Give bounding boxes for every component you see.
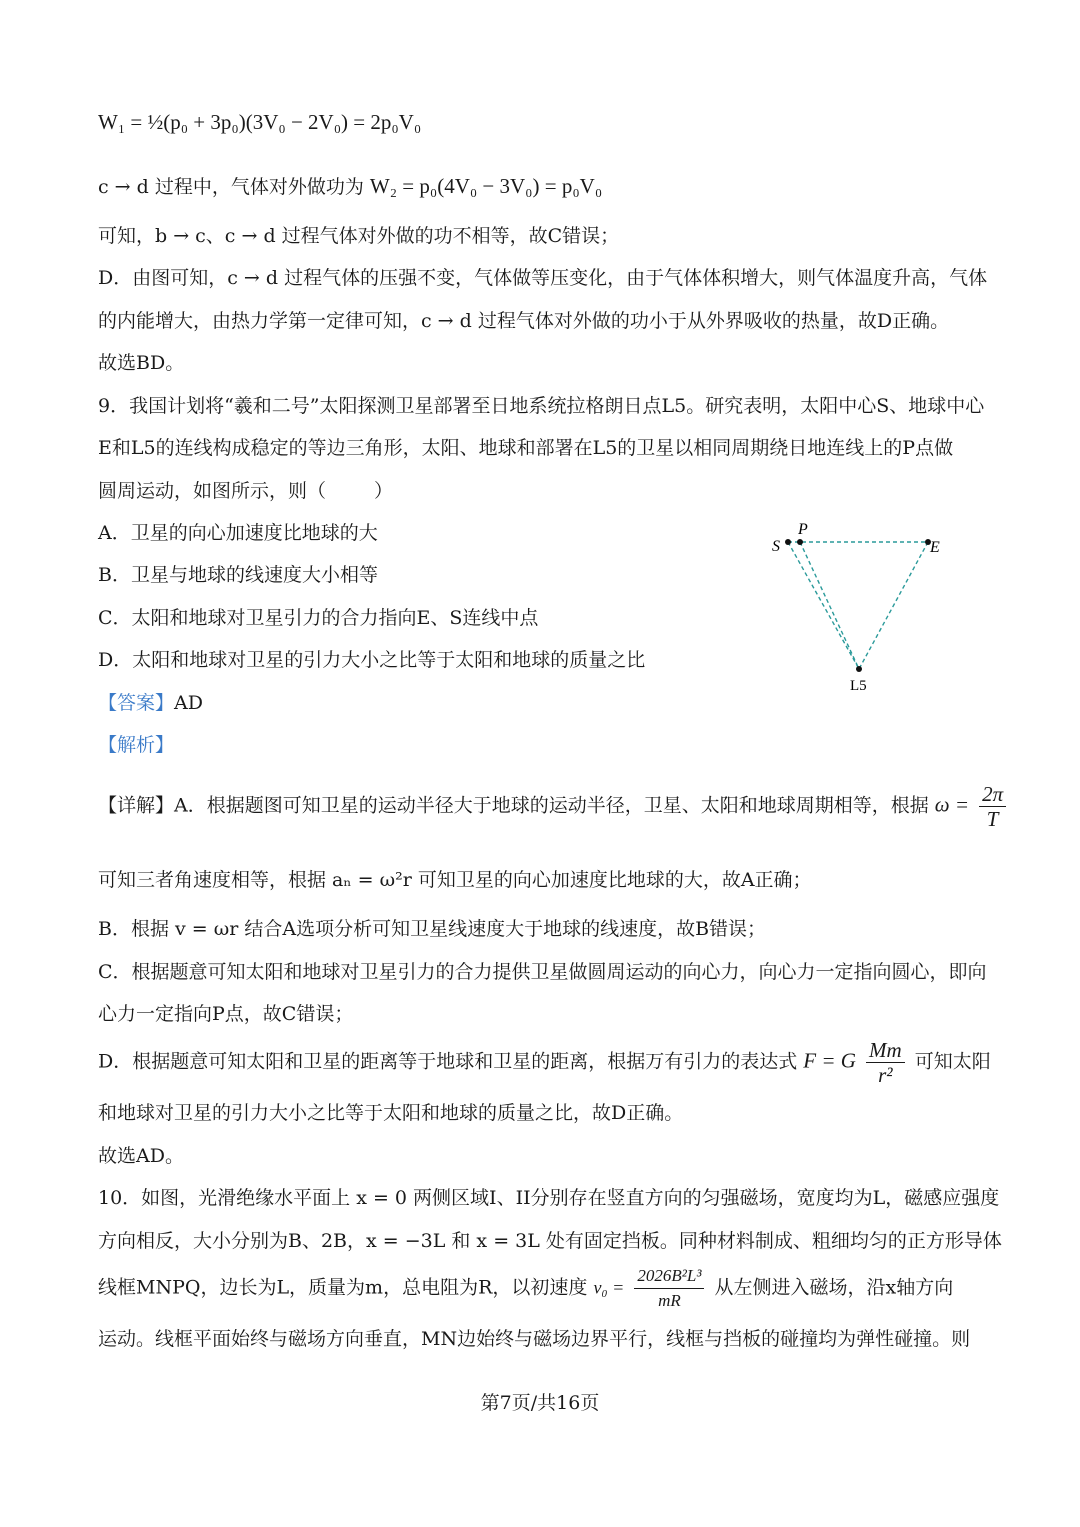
l5-point <box>856 666 862 672</box>
omega-denominator: T <box>986 807 999 831</box>
detail-d-line2: 和地球对卫星的引力大小之比等于太阳和地球的质量之比，故D正确。 <box>98 1102 684 1124</box>
gravity-lhs: F = G <box>803 1048 856 1073</box>
detail-tag: 【详解】 <box>98 794 175 817</box>
omega-numerator: 2π <box>979 782 1006 807</box>
v0-fraction <box>634 1264 704 1313</box>
question-9-line3-text: 圆周运动，如图所示，则（ <box>98 480 327 502</box>
detail-b-line: B．根据 v = ωr 结合A选项分析可知卫星线速度大于地球的线速度，故B错误； <box>98 918 767 940</box>
question-10-line1: 10．如图，光滑绝缘水平面上 x = 0 两侧区域I、II分别存在竖直方向的匀强磁场，宽度均为L，磁感应强度 <box>98 1187 1000 1209</box>
option-d-analysis-line2: 的内能增大，由热力学第一定律可知，c → d 过程气体对外做的功小于从外界吸收的热量，故D正确。 <box>98 310 950 332</box>
label-e: E <box>930 539 940 556</box>
omega-lhs: ω = <box>934 792 970 817</box>
question-10-line2: 方向相反，大小分别为B、2B，x = −3L 和 x = 3L 处有固定挡板。同种材料制成、粗细均匀的正方形导体 <box>98 1230 1002 1252</box>
lagrange-triangle-diagram <box>764 516 954 696</box>
answer-value: AD <box>174 692 203 714</box>
detail-c-line1: C．根据题意可知太阳和地球对卫星引力的合力提供卫星做圆周运动的向心力，向心力一定指向圆心，即向 <box>98 961 987 983</box>
answer-choice-bd: 故选BD。 <box>98 352 185 374</box>
label-p: P <box>798 521 808 538</box>
omega-fraction <box>979 782 1006 831</box>
analysis-line <box>98 731 174 759</box>
answer-line <box>98 689 203 717</box>
work-w2-equation: W₂ = p₀(4V₀ − 3V₀) = p₀V₀ <box>369 174 603 198</box>
detail-c-line2: 心力一定指向P点，故C错误； <box>98 1003 354 1025</box>
question-9-line1: 9．我国计划将“羲和二号”太阳探测卫星部署至日地系统拉格朗日点L5。研究表明，太阳中心S、地球中心 <box>98 395 985 417</box>
detail-a-line2: 可知三者角速度相等，根据 aₙ = ω²r 可知卫星的向心加速度比地球的大，故A正确； <box>98 869 812 891</box>
question-10-line3-tail: 从左侧进入磁场，沿x轴方向 <box>714 1276 954 1299</box>
page-number-footer: 第7页/共16页 <box>480 1392 600 1414</box>
analysis-tag: 【解析】 <box>98 734 175 756</box>
option-d-analysis-line1: D．由图可知，c → d 过程气体的压强不变，气体做等压变化，由于气体体积增大，则气体温度升高，气体 <box>98 267 988 289</box>
detail-d-tail: 可知太阳 <box>914 1050 991 1073</box>
question-10-line3-text: 线框MNPQ，边长为L，质量为m，总电阻为R，以初速度 <box>98 1276 588 1299</box>
question-9-line2: E和L5的连线构成稳定的等边三角形，太阳、地球和部署在L5的卫星以相同周期绕日地连线上的P点做 <box>98 437 954 459</box>
question-10-line3 <box>98 1264 953 1313</box>
gravity-numerator: Mm <box>866 1038 905 1063</box>
detail-a-line1 <box>98 782 1010 831</box>
option-b: B．卫星与地球的线速度大小相等 <box>98 564 378 586</box>
sun-point <box>785 539 791 545</box>
detail-a-text: A．根据题图可知卫星的运动半径大于地球的运动半径，卫星、太阳和地球周期相等，根据 <box>174 794 929 817</box>
gravity-denominator: r² <box>878 1063 893 1087</box>
answer-choice-ad: 故选AD。 <box>98 1145 184 1167</box>
question-9-close-paren: ） <box>374 480 394 502</box>
option-c: C．太阳和地球对卫星引力的合力指向E、S连线中点 <box>98 607 539 629</box>
work-w1-equation: W₁ = ½(p₀ + 3p₀)(3V₀ − 2V₀) = 2p₀V₀ <box>98 110 422 134</box>
detail-d-line1 <box>98 1038 991 1087</box>
p-point <box>797 539 803 545</box>
v0-lhs: v₀ = <box>593 1277 625 1298</box>
line-s-l5 <box>788 542 859 669</box>
answer-tag: 【答案】 <box>98 692 175 714</box>
question-9-line3 <box>98 477 393 505</box>
v0-denominator: mR <box>658 1291 681 1310</box>
label-s: S <box>772 538 780 555</box>
label-l5: L5 <box>850 678 867 694</box>
line-p-l5 <box>800 542 859 669</box>
option-a: A．卫星的向心加速度比地球的大 <box>98 522 378 544</box>
gravity-fraction <box>866 1038 905 1087</box>
work-w2-line <box>98 172 602 201</box>
question-10-line4: 运动。线框平面始终与磁场方向垂直，MN边始终与磁场边界平行，线框与挡板的碰撞均为弹性碰撞。则 <box>98 1328 971 1350</box>
conclusion-c-line: 可知，b → c、c → d 过程气体对外做的功不相等，故C错误； <box>98 225 620 247</box>
option-d: D．太阳和地球对卫星的引力大小之比等于太阳和地球的质量之比 <box>98 649 646 671</box>
line-e-l5 <box>859 542 928 669</box>
v0-numerator: 2026B²L³ <box>634 1264 704 1289</box>
detail-d-text: D．根据题意可知太阳和卫星的距离等于地球和卫星的距离，根据万有引力的表达式 <box>98 1050 798 1073</box>
work-w2-prefix: c → d 过程中，气体对外做功为 <box>98 176 364 198</box>
